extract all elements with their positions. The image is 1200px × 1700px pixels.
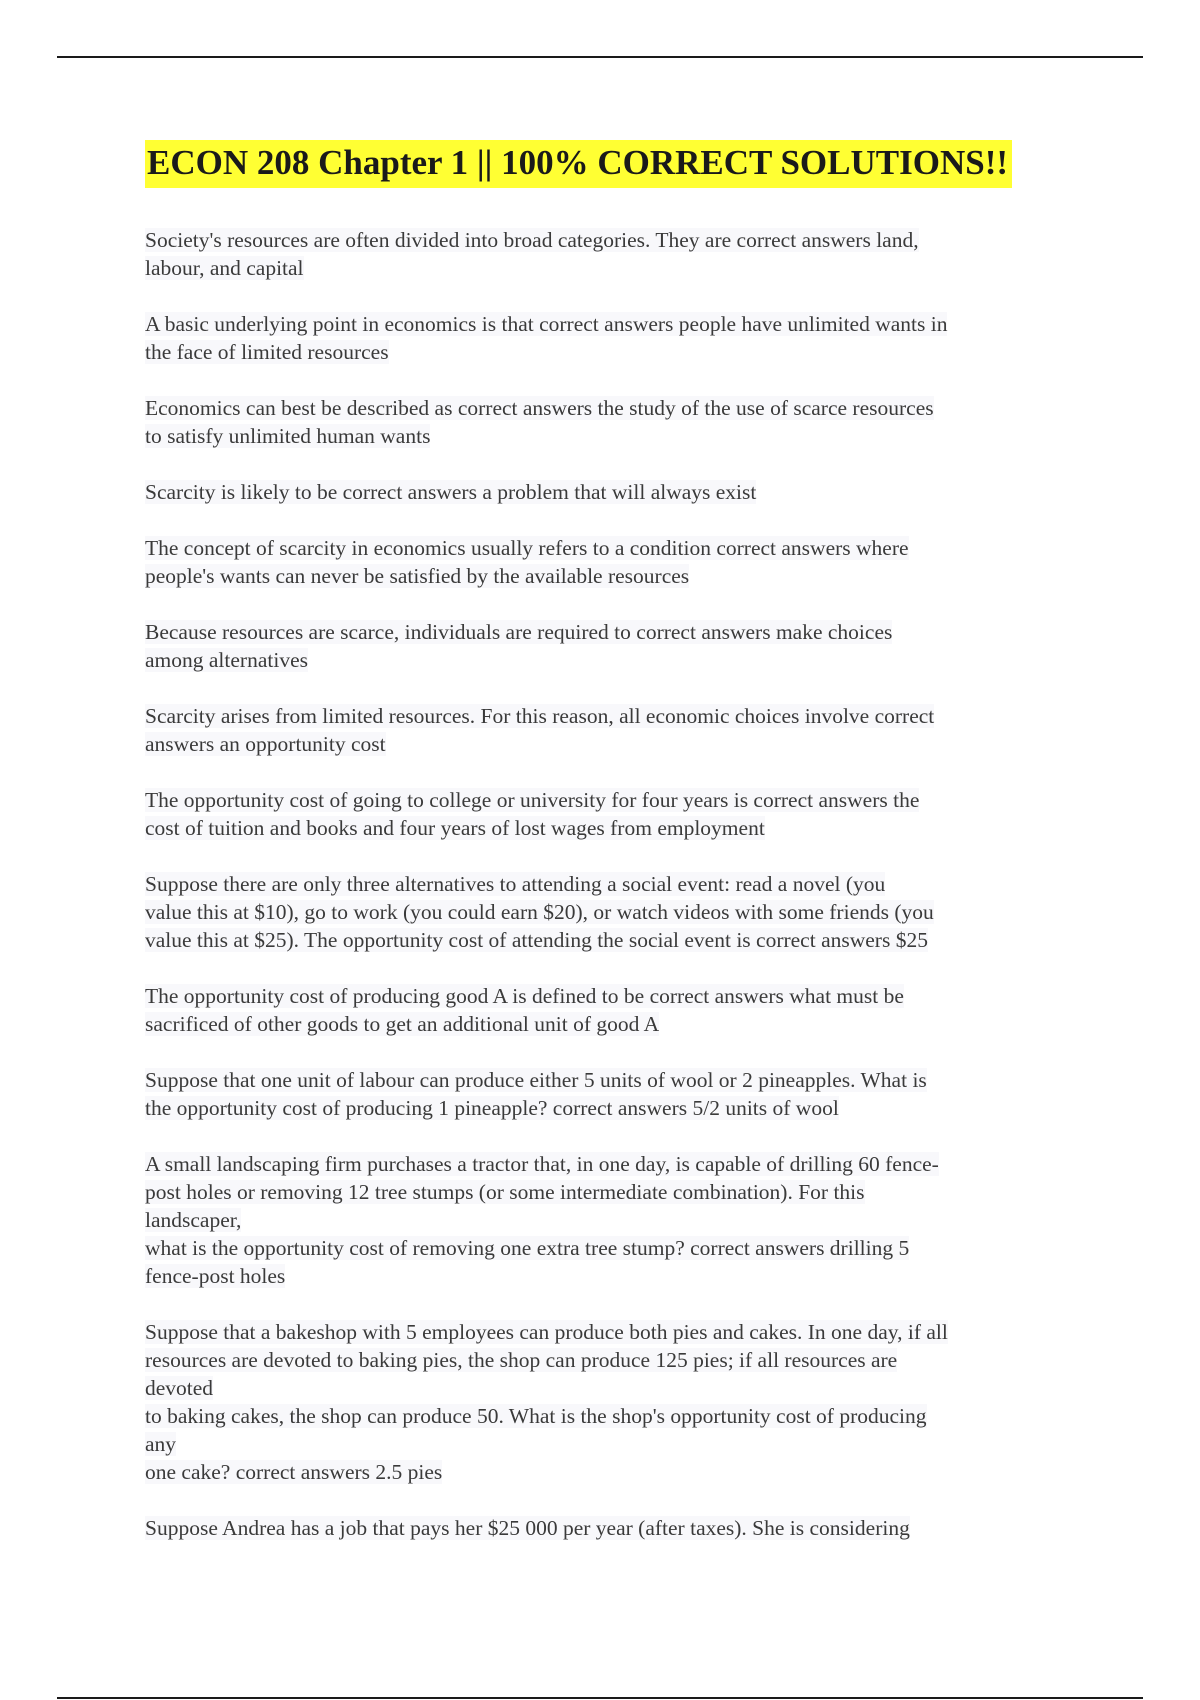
qa-line-text: one cake? correct answers 2.5 pies bbox=[145, 1460, 443, 1484]
qa-line bbox=[145, 1010, 1060, 1038]
qa-line-text: people's wants can never be satisfied by the available resources bbox=[145, 564, 690, 588]
qa-line-text: to baking cakes, the shop can produce 50. What is the shop's opportunity cost of producing bbox=[145, 1404, 927, 1428]
qa-line-text: The opportunity cost of producing good A is defined to be correct answers what must be bbox=[145, 984, 904, 1008]
qa-line bbox=[145, 422, 1060, 450]
qa-paragraph bbox=[145, 1150, 1060, 1290]
qa-line-text: what is the opportunity cost of removing one extra tree stump? correct answers drilling 5 bbox=[145, 1236, 910, 1260]
qa-line-text: Economics can best be described as correct answers the study of the use of scarce resources bbox=[145, 396, 934, 420]
qa-line bbox=[145, 254, 1060, 282]
qa-line-text: The opportunity cost of going to college or university for four years is correct answers the bbox=[145, 788, 920, 812]
bottom-rule bbox=[57, 1697, 1143, 1699]
qa-line bbox=[145, 226, 1060, 254]
qa-line bbox=[145, 870, 1060, 898]
qa-line bbox=[145, 534, 1060, 562]
qa-line bbox=[145, 618, 1060, 646]
qa-line-text: cost of tuition and books and four years of lost wages from employment bbox=[145, 816, 765, 840]
qa-paragraph bbox=[145, 310, 1060, 366]
qa-list bbox=[145, 226, 1060, 1542]
qa-line bbox=[145, 478, 1060, 506]
qa-line-text: Scarcity arises from limited resources. For this reason, all economic choices involve correct bbox=[145, 704, 935, 728]
qa-line-text: devoted bbox=[145, 1376, 214, 1400]
qa-line bbox=[145, 1262, 1060, 1290]
qa-line bbox=[145, 1346, 1060, 1374]
qa-line-text: resources are devoted to baking pies, the shop can produce 125 pies; if all resources are bbox=[145, 1348, 898, 1372]
qa-line bbox=[145, 1318, 1060, 1346]
qa-line-text: A small landscaping firm purchases a tractor that, in one day, is capable of drilling 60 fence- bbox=[145, 1152, 939, 1176]
qa-line bbox=[145, 702, 1060, 730]
top-rule bbox=[57, 56, 1143, 58]
qa-paragraph bbox=[145, 618, 1060, 674]
qa-line-text: labour, and capital bbox=[145, 256, 304, 280]
qa-paragraph bbox=[145, 982, 1060, 1038]
qa-paragraph bbox=[145, 534, 1060, 590]
qa-line-text: Because resources are scarce, individuals are required to correct answers make choices bbox=[145, 620, 893, 644]
qa-paragraph bbox=[145, 786, 1060, 842]
qa-line bbox=[145, 1234, 1060, 1262]
qa-line-text: value this at $25). The opportunity cost of attending the social event is correct answers $25 bbox=[145, 928, 928, 952]
qa-line bbox=[145, 562, 1060, 590]
qa-line bbox=[145, 898, 1060, 926]
qa-line bbox=[145, 814, 1060, 842]
qa-paragraph bbox=[145, 702, 1060, 758]
qa-line-text: to satisfy unlimited human wants bbox=[145, 424, 431, 448]
qa-paragraph bbox=[145, 1066, 1060, 1122]
qa-line-text: the face of limited resources bbox=[145, 340, 389, 364]
qa-line bbox=[145, 310, 1060, 338]
qa-line-text: Scarcity is likely to be correct answers a problem that will always exist bbox=[145, 480, 757, 504]
qa-line bbox=[145, 1206, 1060, 1234]
qa-line-text: fence-post holes bbox=[145, 1264, 286, 1288]
qa-paragraph bbox=[145, 478, 1060, 506]
qa-line bbox=[145, 1066, 1060, 1094]
qa-line-text: post holes or removing 12 tree stumps (or some intermediate combination). For this bbox=[145, 1180, 865, 1204]
document-body bbox=[145, 140, 1060, 1570]
qa-paragraph bbox=[145, 226, 1060, 282]
qa-line-text: value this at $10), go to work (you could earn $20), or watch videos with some friends (you bbox=[145, 900, 934, 924]
qa-line-text: answers an opportunity cost bbox=[145, 732, 386, 756]
qa-paragraph bbox=[145, 1514, 1060, 1542]
qa-line bbox=[145, 982, 1060, 1010]
qa-line bbox=[145, 338, 1060, 366]
qa-line bbox=[145, 646, 1060, 674]
qa-line bbox=[145, 1514, 1060, 1542]
qa-paragraph bbox=[145, 1318, 1060, 1486]
qa-line-text: landscaper, bbox=[145, 1208, 242, 1232]
qa-line-text: Suppose Andrea has a job that pays her $25 000 per year (after taxes). She is considering bbox=[145, 1516, 910, 1540]
qa-line-text: A basic underlying point in economics is that correct answers people have unlimited wants in bbox=[145, 312, 948, 336]
qa-line bbox=[145, 394, 1060, 422]
qa-line bbox=[145, 786, 1060, 814]
qa-line-text: any bbox=[145, 1432, 177, 1456]
qa-paragraph bbox=[145, 394, 1060, 450]
qa-line bbox=[145, 926, 1060, 954]
qa-paragraph bbox=[145, 870, 1060, 954]
document-title: ECON 208 Chapter 1 || 100% CORRECT SOLUTIONS!! bbox=[145, 140, 1012, 188]
qa-line-text: The concept of scarcity in economics usually refers to a condition correct answers where bbox=[145, 536, 909, 560]
qa-line bbox=[145, 1402, 1060, 1430]
qa-line bbox=[145, 1150, 1060, 1178]
qa-line bbox=[145, 1094, 1060, 1122]
qa-line bbox=[145, 1458, 1060, 1486]
qa-line bbox=[145, 1178, 1060, 1206]
qa-line bbox=[145, 1430, 1060, 1458]
qa-line bbox=[145, 730, 1060, 758]
qa-line-text: sacrificed of other goods to get an additional unit of good A bbox=[145, 1012, 660, 1036]
qa-line-text: Suppose that a bakeshop with 5 employees can produce both pies and cakes. In one day, if all bbox=[145, 1320, 948, 1344]
qa-line-text: Suppose there are only three alternatives to attending a social event: read a novel (you bbox=[145, 872, 886, 896]
qa-line-text: Society's resources are often divided into broad categories. They are correct answers land, bbox=[145, 228, 919, 252]
qa-line-text: the opportunity cost of producing 1 pineapple? correct answers 5/2 units of wool bbox=[145, 1096, 839, 1120]
qa-line-text: among alternatives bbox=[145, 648, 308, 672]
qa-line bbox=[145, 1374, 1060, 1402]
qa-line-text: Suppose that one unit of labour can produce either 5 units of wool or 2 pineapples. What is bbox=[145, 1068, 927, 1092]
